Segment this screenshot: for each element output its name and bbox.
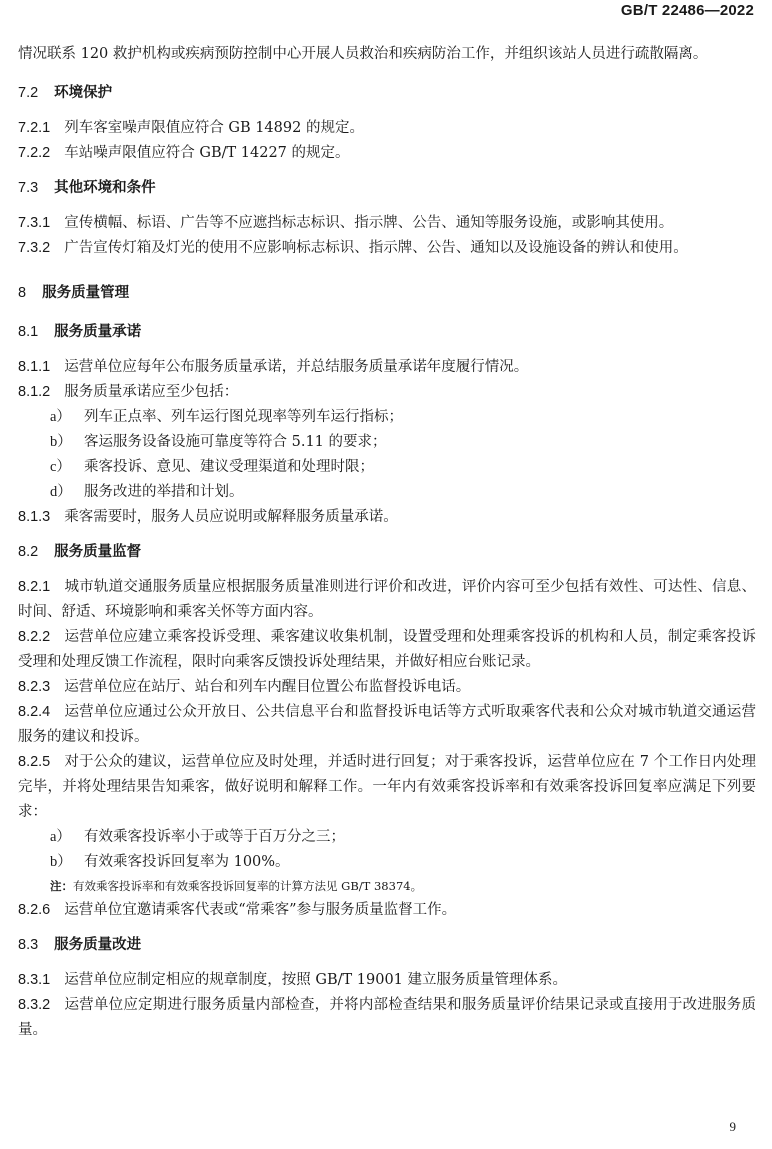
clause-paragraph [18,898,756,923]
list-item-label: d） [50,484,72,500]
clause-text: 运营单位应通过公众开放日、公共信息平台和监督投诉电话等方式听取乘客代表和公众对城市轨道交通运营服务的建议和投诉。 [18,704,756,745]
section-number: 8.3 [18,937,39,953]
clause-number: 8.1.1 [18,359,51,375]
clause-number: 8.2.5 [18,754,51,770]
section-number: 8.2 [18,544,39,560]
clause-paragraph [18,575,756,625]
list-item-label: b） [50,434,72,450]
clause-text: 车站噪声限值应符合 GB/T 14227 的规定。 [64,145,350,161]
clause-number: 7.3.2 [18,240,51,256]
clause-text: 运营单位应在站厅、站台和列车内醒目位置公布监督投诉电话。 [64,679,471,695]
clause-paragraph [18,236,756,261]
section-heading [18,281,756,306]
clause-text: 宣传横幅、标语、广告等不应遮挡标志标识、指示牌、公告、通知等服务设施，或影响其使用。 [64,215,674,231]
list-item [18,405,756,430]
section-number: 8.1 [18,324,39,340]
clause-paragraph [18,355,756,380]
spacer [18,958,756,968]
clause-paragraph [18,968,756,993]
spacer [18,530,756,540]
clause-paragraph [18,675,756,700]
list-item-text: 服务改进的举措和计划。 [84,484,244,500]
paragraph [18,42,756,67]
clause-text: 运营单位宜邀请乘客代表或“常乘客”参与服务质量监督工作。 [64,902,457,918]
section-title: 环境保护 [54,85,113,101]
clause-text: 列车客室噪声限值应符合 GB 14892 的规定。 [64,120,364,136]
clause-number: 7.2.2 [18,145,51,161]
clause-number: 8.3.2 [18,997,51,1013]
list-item [18,430,756,455]
note [18,875,756,898]
list-item-label: a） [50,409,71,425]
list-item-label: c） [50,459,71,475]
list-item [18,480,756,505]
clause-number: 8.2.3 [18,679,51,695]
clause-paragraph [18,625,756,675]
section-title: 服务质量承诺 [54,324,142,340]
section-number: 7.2 [18,85,39,101]
section-heading [18,540,756,565]
spacer [18,201,756,211]
note-label: 注： [50,881,73,893]
section-heading [18,81,756,106]
clause-paragraph [18,141,756,166]
section-heading [18,320,756,345]
spacer [18,923,756,933]
clause-number: 8.2.4 [18,704,51,720]
list-item [18,825,756,850]
list-item-label: a） [50,829,71,845]
page-number: 9 [729,1119,736,1134]
section-heading [18,933,756,958]
section-number: 8 [18,285,27,301]
spacer [18,565,756,575]
clause-text: 广告宣传灯箱及灯光的使用不应影响标志标识、指示牌、公告、通知以及设施设备的辨认和使用。 [64,240,688,256]
clause-number: 8.1.2 [18,384,51,400]
clause-number: 8.2.6 [18,902,51,918]
clause-number: 7.2.1 [18,120,51,136]
clause-paragraph [18,700,756,750]
spacer [18,261,756,281]
clause-text: 服务质量承诺应至少包括： [64,384,239,400]
clause-number: 8.2.1 [18,579,51,595]
section-title: 其他环境和条件 [54,180,156,196]
list-item-text: 有效乘客投诉率小于或等于百万分之三； [84,829,345,845]
clause-number: 8.2.2 [18,629,51,645]
standard-code-header: GB/T 22486—2022 [620,2,754,19]
clause-paragraph [18,993,756,1043]
spacer [18,306,756,320]
section-title: 服务质量监督 [54,544,142,560]
document-body [18,42,756,1043]
clause-text: 运营单位应制定相应的规章制度，按照 GB/T 19001 建立服务质量管理体系。 [64,972,567,988]
clause-text: 城市轨道交通服务质量应根据服务质量准则进行评价和改进，评价内容可至少包括有效性、可达性、信息、时间、舒适、环境影响和乘客关怀等方面内容。 [18,579,756,620]
clause-text: 情况联系 120 救护机构或疾病预防控制中心开展人员救治和疾病防治工作，并组织该站人员进行疏散隔离。 [18,46,708,62]
clause-number: 8.3.1 [18,972,51,988]
note-text: 有效乘客投诉率和有效乘客投诉回复率的计算方法见 GB/T 38374。 [73,879,423,893]
list-item [18,455,756,480]
spacer [18,166,756,176]
clause-paragraph [18,116,756,141]
list-item-text: 客运服务设备设施可靠度等符合 5.11 的要求； [84,434,387,450]
list-item-label: b） [50,854,72,870]
clause-text: 运营单位应每年公布服务质量承诺，并总结服务质量承诺年度履行情况。 [64,359,529,375]
section-number: 7.3 [18,180,39,196]
list-item-text: 有效乘客投诉回复率为 100%。 [84,854,290,870]
clause-paragraph [18,750,756,825]
clause-paragraph [18,380,756,405]
clause-text: 对于公众的建议，运营单位应及时处理，并适时进行回复；对于乘客投诉，运营单位应在 7 个工作日内处理完毕，并将处理结果告知乘客，做好说明和解释工作。一年内有效乘客投诉率和有效乘客投诉回复率应满足下列要求： [18,754,756,820]
clause-text: 运营单位应建立乘客投诉受理、乘客建议收集机制，设置受理和处理乘客投诉的机构和人员，制定乘客投诉受理和处理反馈工作流程，限时向乘客反馈投诉处理结果，并做好相应台账记录。 [18,629,756,670]
section-title: 服务质量管理 [42,285,130,301]
section-title: 服务质量改进 [54,937,142,953]
clause-paragraph [18,211,756,236]
list-item-text: 乘客投诉、意见、建议受理渠道和处理时限； [84,459,374,475]
section-heading [18,176,756,201]
clause-text: 运营单位应定期进行服务质量内部检查，并将内部检查结果和服务质量评价结果记录或直接用于改进服务质量。 [18,997,756,1038]
spacer [18,345,756,355]
spacer [18,106,756,116]
list-item-text: 列车正点率、列车运行图兑现率等列车运行指标； [84,409,403,425]
clause-number: 8.1.3 [18,509,51,525]
spacer [18,67,756,81]
list-item [18,850,756,875]
clause-text: 乘客需要时，服务人员应说明或解释服务质量承诺。 [64,509,398,525]
clause-number: 7.3.1 [18,215,51,231]
clause-paragraph [18,505,756,530]
